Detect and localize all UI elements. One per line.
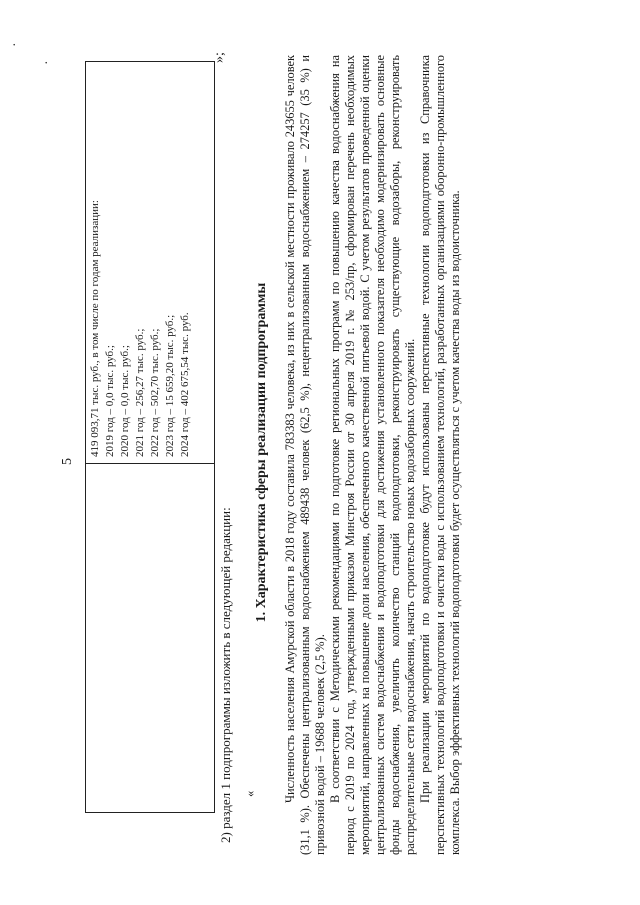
table-row: 2022 год – 502,70 тыс. руб.; (149, 328, 161, 457)
table-row: 2023 год – 15 659,20 тыс. руб.; (164, 314, 176, 457)
paragraph: При реализации мероприятий по водоподготовке будут использованы перспективные технологии водоподготовки из Справочника перспективных технологий водоподготовки и очистки воды с использованием технологий, разработанных организациями оборонно-промышленного комплекса. Выбор эффективных технологий водоподготовки будет осуществляться с учетом качества воды из водоисточника. (418, 55, 462, 855)
section-heading: 1. Характеристика сферы реализации подпрограммы (254, 282, 269, 623)
paragraph: В соответствии с Методическими рекомендациями по подготовке региональных программ по повышению качества водоснабжения на период с 2019 по 2024 год, утвержденными приказом Минстроя России от 30 апреля 2019 г. № 253/пр, сформирован перечень необходимых мероприятий, направленных на повышение доли населения, обеспеченного качественной питьевой водой. С учетом результатов проведенной оценки централизованных систем водоснабжения и водоподготовки для достижения установленного показателя необходимо модернизировать основные фонды водоснабжения, увеличить количество станций водоподготовки, реконструировать существующие водозаборы, реконструировать распределительные сети водоснабжения, начать строительство новых водозаборных сооружений. (328, 55, 417, 855)
opening-quote: « (243, 790, 257, 797)
page-number: 5 (60, 458, 75, 465)
closing-quote: »; (212, 52, 227, 63)
scan-speck: · (8, 42, 23, 47)
table-row: 2019 год – 0,0 тыс. руб.; (104, 345, 116, 457)
funding-table (85, 61, 215, 813)
instruction-text: 2) раздел 1 подпрограммы изложить в следующей редакции: (218, 507, 233, 843)
table-left-cell (86, 463, 214, 812)
table-row: 2024 год – 402 675,54 тыс. руб. (179, 312, 191, 457)
table-right-cell (86, 62, 214, 463)
table-row: 2020 год – 0,0 тыс. руб.; (119, 345, 131, 457)
amendment-instruction (218, 507, 234, 843)
table-row: 2021 год – 256,27 тыс. руб.; (134, 328, 146, 457)
scan-speck: · (40, 60, 55, 65)
table-row: 419 093,71 тыс. руб., в том числе по годам реализации: (89, 200, 101, 457)
paragraph-text: Численность населения Амурской области в 2018 году составила 783383 человека, из них в сельской местности проживало 243655 человек (31,1 %). Обеспечены централизованным водоснабжением 489438 человек (62,5 %), нецентрализованным водоснабжением – 274257 (35 %) и привозной водой – 19688 человек (2,5 %). (283, 55, 327, 855)
